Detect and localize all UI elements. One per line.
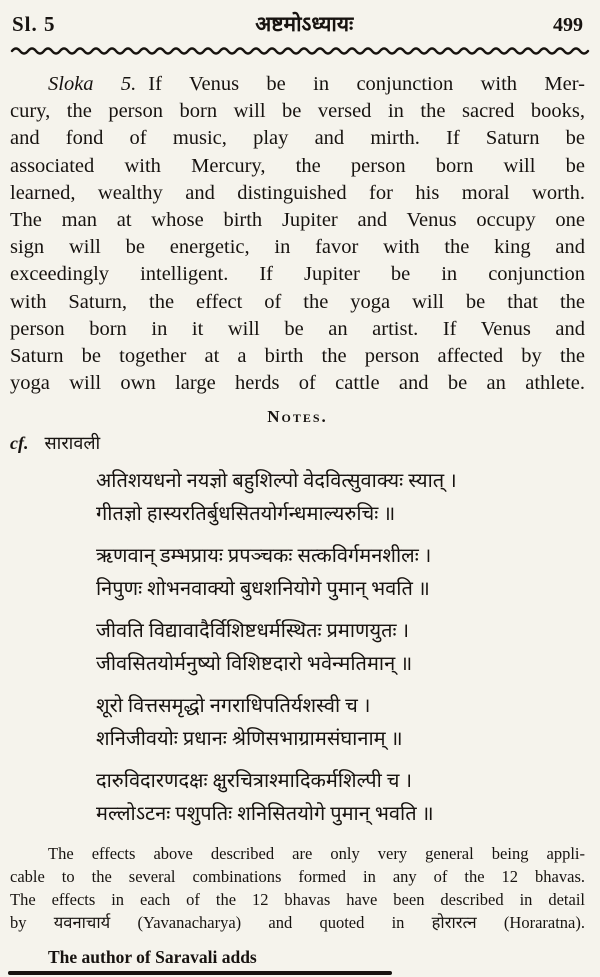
verse-line: जीवति विद्यावादैर्विशिष्टधर्मस्थितः प्रमाणयुतः ।: [96, 620, 410, 643]
commentary-paragraph: [10, 843, 585, 934]
text-line: exceedingly intelligent. If Jupiter be in conjunction: [10, 263, 585, 286]
cf-reference-line: [10, 431, 585, 455]
text-line: cury, the person born will be versed in the sacred books,: [10, 100, 585, 123]
verse-line: निपुणः शोभनवाक्यो बुधशनियोगे पुमान् भवति ॥: [96, 578, 430, 601]
verse-line: अतिशयधनो नयज्ञो बहुशिल्पो वेदवित्सुवाक्यः स्यात् ।: [96, 470, 457, 493]
verse-couplet: [96, 690, 585, 756]
page-header: [10, 6, 585, 38]
verse-line: शनिजीवयोः प्रधानः श्रेणिसभाग्रामसंघानाम् ॥: [96, 728, 403, 751]
notes-heading: Notes.: [267, 407, 328, 427]
verse-line: ऋणवान् डम्भप्रायः प्रपञ्चकः सत्कविर्गमनशीलः ।: [96, 545, 432, 568]
sloka-paragraph: [10, 71, 585, 397]
verse-line: शूरो वित्तसमृद्धो नगराधिपतिर्यशस्वी च ।: [96, 695, 371, 718]
text-line: person born in it will be an artist. If Venus and: [10, 317, 585, 340]
text-line: [10, 71, 585, 98]
verse-line: गीतज्ञो हास्यरतिर्बुधसितयोर्गन्धमाल्यरुचिः ॥: [96, 503, 396, 526]
saravali-author-line: The author of Saravali adds: [48, 946, 257, 967]
text-line: yoga will own large herds of cattle and be an athlete.: [10, 372, 585, 395]
text-line: and fond of music, play and mirth. If Saturn be: [10, 127, 585, 150]
text-line: Saturn be together at a birth the person affected by the: [10, 345, 585, 368]
verse-couplet: [96, 615, 585, 681]
text-line: sign will be energetic, in favor with the king and: [10, 236, 585, 259]
chapter-title-devanagari: अष्टमोऽध्यायः: [255, 12, 354, 36]
sloka-number-header: Sl. 5: [12, 12, 56, 36]
verse-line: जीवसितयोर्मनुष्यो विशिष्टदारो भवेन्मतिमान् ॥: [96, 653, 413, 676]
sloka-label: Sloka 5.: [48, 73, 137, 95]
verse-couplet: [96, 765, 585, 831]
page-number: 499: [552, 14, 583, 36]
sloka-first-line: If Venus be in conjunction with Mer-: [148, 73, 585, 95]
cf-source-devanagari: सारावली: [44, 433, 101, 454]
verse-couplet: [96, 465, 585, 531]
wavy-rule-divider: [10, 45, 590, 56]
sanskrit-verse-block: [96, 465, 585, 831]
text-line: The effects in each of the 12 bhavas have been described in detail: [10, 890, 585, 910]
text-line: The effects above described are only very general being appli-: [48, 844, 585, 864]
cf-label: cf.: [10, 433, 29, 454]
verse-line: मल्लोऽटनः पशुपतिः शनिसितयोगे पुमान् भवति ॥: [96, 803, 434, 826]
text-line: cable to the several combinations formed in any of the 12 bhavas.: [10, 867, 585, 887]
text-line: The man at whose birth Jupiter and Venus occupy one: [10, 209, 585, 232]
text-line: associated with Mercury, the person born will be: [10, 154, 585, 177]
cut-off-text-line: [8, 971, 392, 975]
text-line: with Saturn, the effect of the yoga will be that the: [10, 290, 585, 313]
text-line: learned, wealthy and distinguished for his moral worth.: [10, 181, 585, 204]
verse-line: दारुविदारणदक्षः क्षुरचित्राश्मादिकर्मशिल्पी च ।: [96, 770, 413, 793]
verse-couplet: [96, 540, 585, 606]
text-line: by यवनाचार्य (Yavanacharya) and quoted in होरारत्न (Horaratna).: [10, 912, 585, 932]
